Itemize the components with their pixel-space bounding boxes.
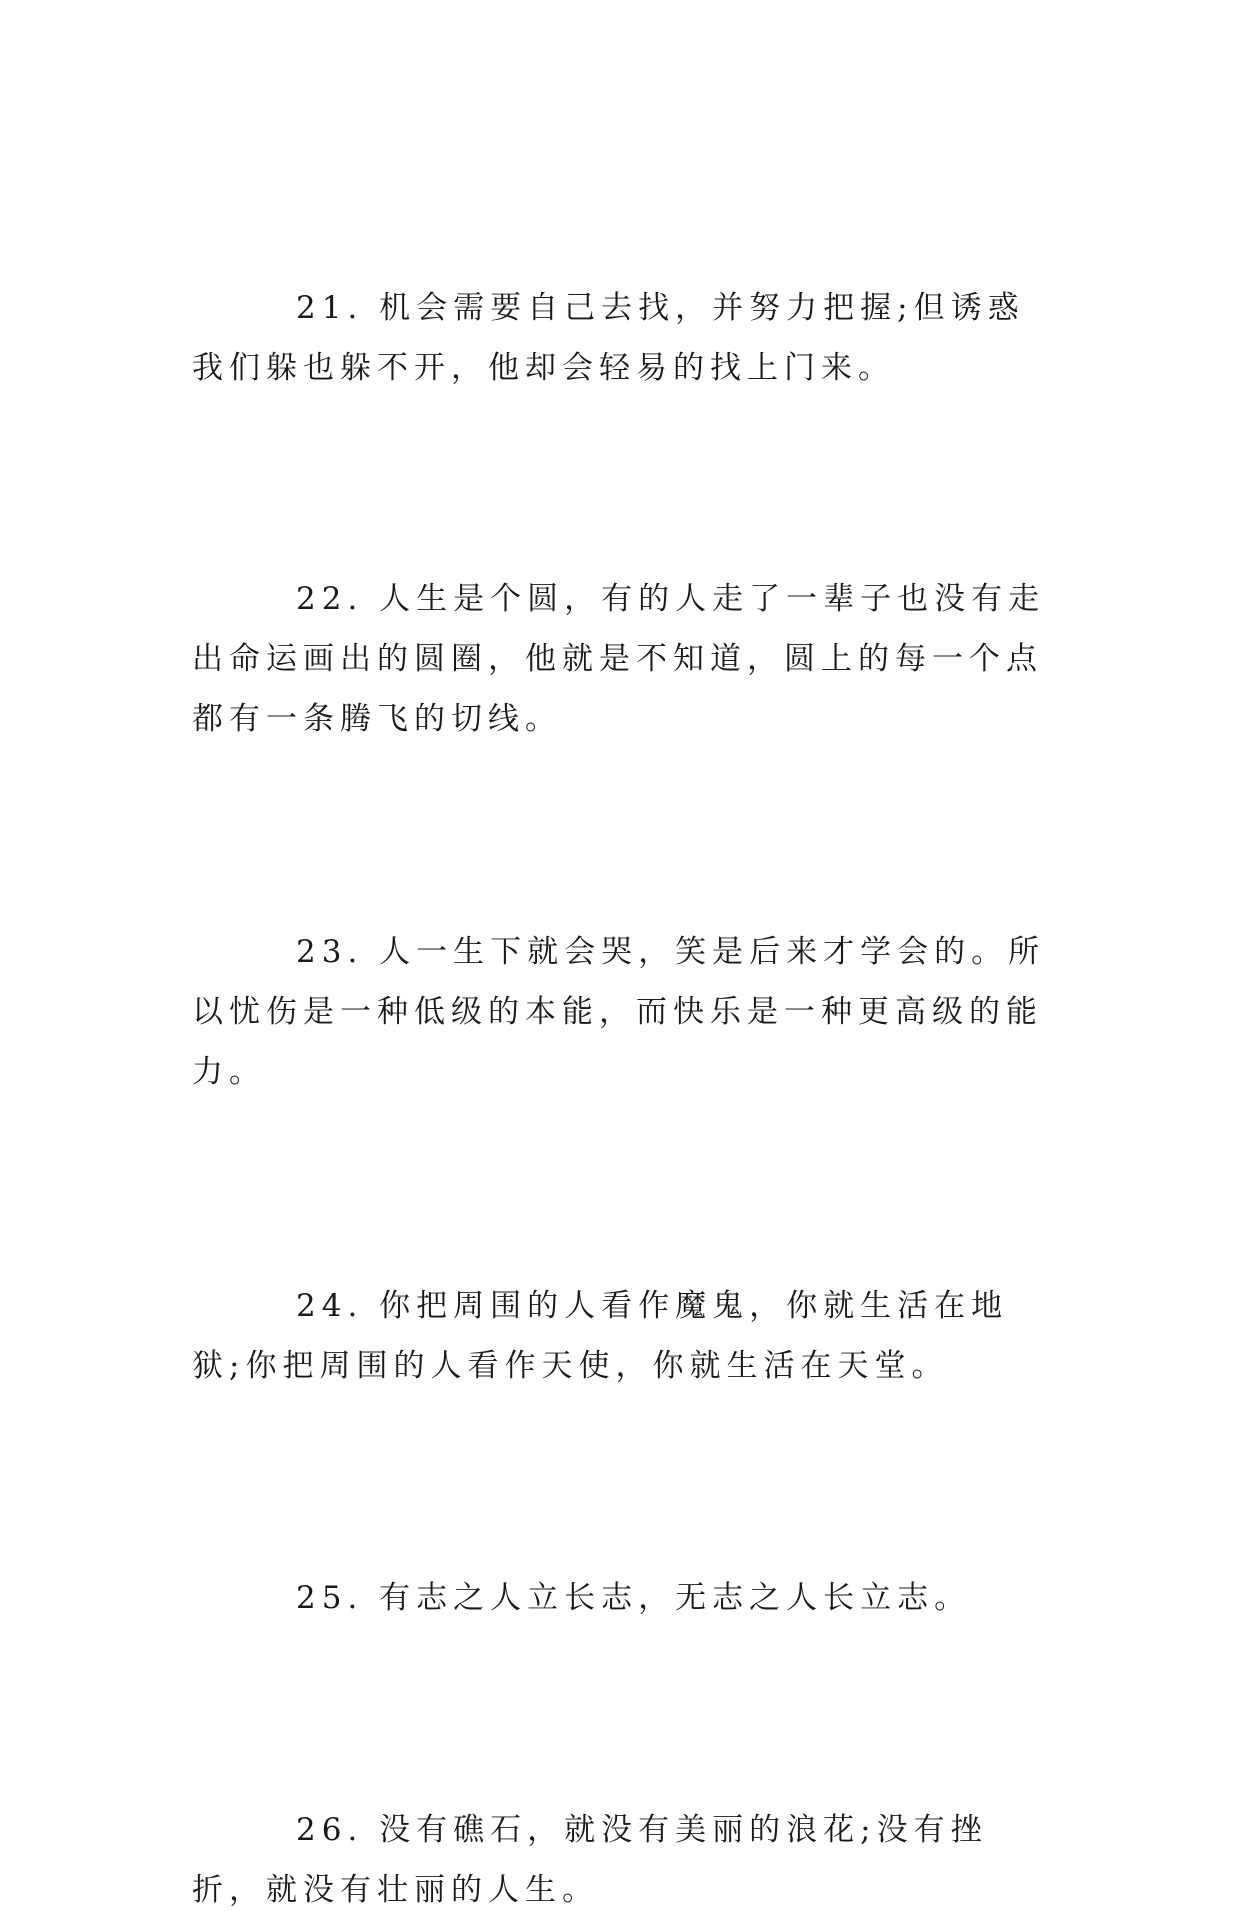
paragraph-25: 25. 有志之人立长志，无志之人长立志。 [296, 1580, 972, 1616]
paragraph-22: 22. 人生是个圆，有的人走了一辈子也没有走出命运画出的圆圈，他就是不知道，圆上的每一个点都有一条腾飞的切线。 [192, 581, 1046, 737]
paragraph-26: 26. 没有礁石，就没有美丽的浪花;没有挫折，就没有壮丽的人生。 [192, 1812, 988, 1908]
paragraph-24: 24. 你把周围的人看作魔鬼，你就生活在地狱;你把周围的人看作天使，你就生活在天堂。 [192, 1288, 1009, 1384]
paragraph-21: 21. 机会需要自己去找，并努力把握;但诱惑我们躲也躲不开，他却会轻易的找上门来。 [192, 290, 1025, 386]
paragraph-23: 23. 人一生下就会哭，笑是后来才学会的。所以忧伤是一种低级的本能，而快乐是一种更高级的能力。 [192, 934, 1046, 1090]
document-body [192, 278, 1054, 1920]
